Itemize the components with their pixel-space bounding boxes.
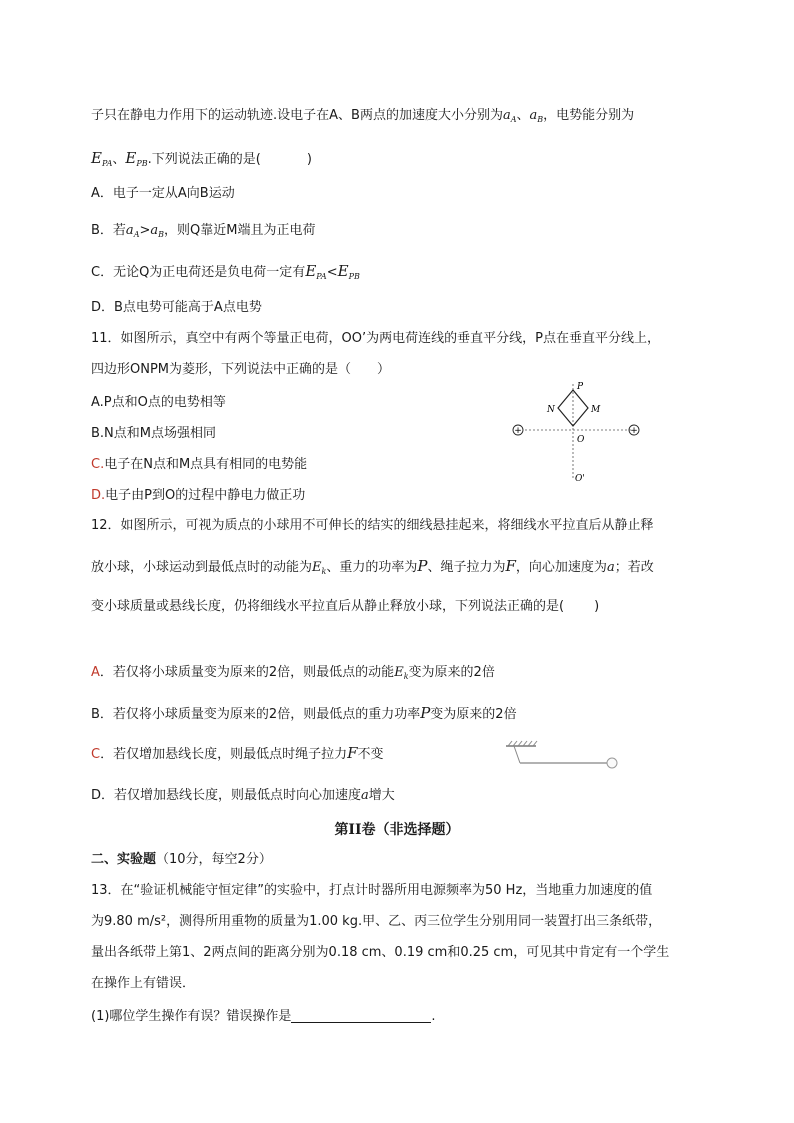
q11-charge-diagram <box>505 378 645 488</box>
q11-option-b: B.N点和M点场强相同 <box>91 426 216 441</box>
q13-stem-line2: 为9.80 m/s²，测得所用重物的质量为1.00 kg.甲、乙、丙三位学生分别用同一装置打出三条纸带， <box>91 914 662 929</box>
q12-option-b: B．若仅将小球质量变为原来的2倍，则最低点的重力功率P变为原来的2倍 <box>91 704 517 722</box>
label-o: O <box>577 435 585 445</box>
q13-stem-line1: 13．在“验证机械能守恒定律”的实验中，打点计时器所用电源频率为50 Hz，当地重力加速度的值 <box>91 883 653 898</box>
q10-line2: $E_{PA}$、$E_{PB}$.下列说法正确的是( ) <box>91 149 312 168</box>
q13-stem-line4: 在操作上有错误． <box>91 976 196 991</box>
label-n: N <box>547 405 555 415</box>
q12-stem-line2: 放小球，小球运动到最低点时的动能为$E_k$、重力的功率为P、绳子拉力为F，向心加速度为a；若改 <box>91 557 654 576</box>
q12-stem-line1: 12．如图所示，可视为质点的小球用不可伸长的结实的细线悬挂起来，将细线水平拉直后从静止释 <box>91 518 654 533</box>
label-o-prime: O' <box>575 474 585 484</box>
left-charge-sign: + <box>514 426 522 436</box>
label-m: M <box>591 405 601 415</box>
q13-stem-line3: 量出各纸带上第1、2两点间的距离分别为0.18 cm、0.19 cm和0.25 cm，可见其中肯定有一个学生 <box>91 945 670 960</box>
q12-pendulum-figure <box>500 738 630 774</box>
right-charge-sign: + <box>630 426 638 436</box>
q11-stem-line2: 四边形ONPM为菱形，下列说法中正确的是（ ） <box>91 362 391 377</box>
q11-option-c: C.电子在N点和M点具有相同的电势能 <box>91 457 308 472</box>
q12-option-a: A．若仅将小球质量变为原来的2倍，则最低点的动能$E_k$变为原来的2倍 <box>91 665 495 681</box>
q12-option-c: C．若仅增加悬线长度，则最低点时绳子拉力F不变 <box>91 744 384 762</box>
q10-option-c: C．无论Q为正电荷还是负电荷一定有$E_{PA}<E_{PB}$ <box>91 262 360 281</box>
answer-blank[interactable] <box>291 1008 431 1023</box>
q13-sub1: (1)哪位学生操作有误？错误操作是 . <box>91 1009 436 1024</box>
q10-option-b: B．若$a_A>a_B$，则Q靠近M端且为正电荷 <box>91 223 316 239</box>
section-heading: 二、实验题（10分，每空2分） <box>91 852 272 867</box>
q10-option-a: A．电子一定从A向B运动 <box>91 186 235 201</box>
section-title: 第II卷（非选择题） <box>334 822 460 838</box>
q11-option-a: A.P点和O点的电势相等 <box>91 395 226 410</box>
label-p: P <box>577 382 584 392</box>
q11-stem-line1: 11．如图所示，真空中有两个等量正电荷，OO’为两电荷连线的垂直平分线，P点在垂直平分线上， <box>91 331 660 346</box>
q12-option-d: D．若仅增加悬线长度，则最低点时向心加速度a增大 <box>91 788 395 803</box>
q10-option-d: D．B点电势可能高于A点电势 <box>91 300 262 315</box>
q10-line1: 子只在静电力作用下的运动轨迹.设电子在A、B两点的加速度大小分别为$a_A$、$a_B$，电势能分别为 <box>91 108 635 124</box>
q12-stem-line3: 变小球质量或悬线长度，仍将细线水平拉直后从静止释放小球，下列说法正确的是( ) <box>91 599 600 614</box>
q11-option-d: D.电子由P到O的过程中静电力做正功 <box>91 488 306 503</box>
